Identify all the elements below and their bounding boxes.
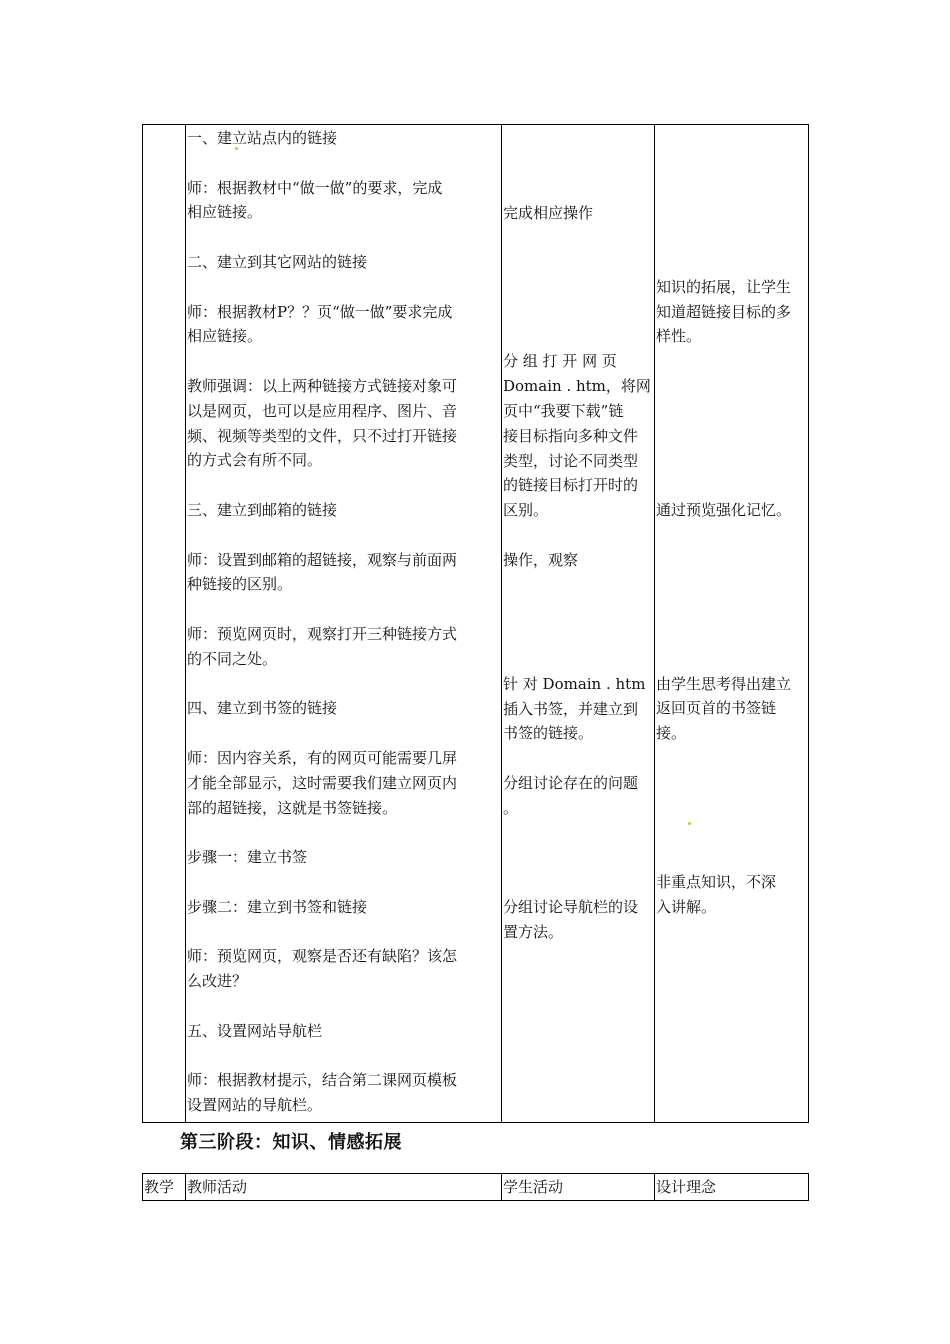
blank-line: [187, 151, 502, 176]
blank-line: [656, 200, 808, 225]
text-line: 入讲解。: [656, 897, 717, 916]
text-line: 接。: [656, 724, 687, 743]
text-line: 知识的拓展，让学生: [656, 277, 792, 296]
blank-line: [187, 920, 502, 945]
text-line: 通过预览强化记忆。: [656, 500, 792, 519]
blank-line: [656, 746, 808, 771]
text-line: 的方式会有所不同。: [187, 451, 323, 470]
header-teaching: 教学: [144, 1178, 175, 1196]
text-line: 完成相应操作: [503, 203, 594, 222]
blank-line: [503, 622, 655, 647]
blank-line: [503, 821, 655, 846]
text-line: Domain . htm，将网: [503, 377, 651, 396]
blank-line: [503, 275, 655, 300]
header-design-concept: 设计理念: [656, 1178, 717, 1196]
text-line: 么改进？: [187, 972, 248, 991]
teacher-activity-cell: [187, 126, 502, 1118]
text-line: 区别。: [503, 501, 549, 520]
text-line: 师：设置到邮箱的超链接，观察与前面两: [187, 550, 458, 569]
text-line: 操作，观察: [503, 550, 579, 569]
blank-line: [656, 424, 808, 449]
blank-line: [656, 548, 808, 573]
text-line: 非重点知识，不深: [656, 872, 777, 891]
scan-speck: [235, 147, 238, 150]
text-line: 二、建立到其它网站的链接: [187, 252, 368, 271]
text-line: 。: [503, 798, 519, 817]
blank-line: [187, 473, 502, 498]
blank-line: [656, 820, 808, 845]
blank-line: [187, 225, 502, 250]
text-line: 四、建立到书签的链接: [187, 699, 338, 718]
stage-three-title: 第三阶段：知识、情感拓展: [180, 1132, 402, 1153]
blank-line: [187, 275, 502, 300]
blank-line: [187, 721, 502, 746]
blank-line: [187, 672, 502, 697]
blank-line: [503, 151, 655, 176]
text-line: 师：根据教材提示，结合第二课网页模板: [187, 1071, 458, 1090]
text-line: 步骤二：建立到书签和链接: [187, 897, 368, 916]
text-line: 相应链接。: [187, 327, 263, 346]
text-line: 部的超链接，这就是书签链接。: [187, 798, 398, 817]
blank-line: [656, 250, 808, 275]
blank-line: [503, 870, 655, 895]
text-line: 置方法。: [503, 922, 564, 941]
blank-line: [187, 994, 502, 1019]
blank-line: [656, 622, 808, 647]
blank-line: [656, 126, 808, 151]
text-line: 教师强调：以上两种链接方式链接对象可: [187, 376, 458, 395]
text-line: 师：预览网页时，观察打开三种链接方式: [187, 624, 458, 643]
text-line: 师：根据教材中“做一做”的要求，完成: [187, 178, 443, 197]
blank-line: [187, 349, 502, 374]
blank-line: [503, 250, 655, 275]
header-student-activity: 学生活动: [503, 1178, 564, 1196]
text-line: 分组讨论导航栏的设: [503, 897, 639, 916]
blank-line: [656, 572, 808, 597]
header-teacher-activity: 教师活动: [187, 1178, 248, 1196]
text-line: 的链接目标打开时的: [503, 476, 639, 495]
text-line: 师：预览网页，观察是否还有缺陷？该怎: [187, 947, 458, 966]
text-line: 页中“我要下载”链: [503, 401, 624, 420]
column-divider: [654, 1174, 655, 1200]
text-line: 设置网站的导航栏。: [187, 1096, 323, 1115]
blank-line: [503, 325, 655, 350]
blank-line: [503, 176, 655, 201]
text-line: 针 对 Domain . htm: [503, 674, 646, 693]
blank-line: [187, 523, 502, 548]
text-line: 频、视频等类型的文件，只不过打开链接: [187, 426, 458, 445]
blank-line: [656, 374, 808, 399]
blank-line: [187, 1043, 502, 1068]
text-line: 类型，讨论不同类型: [503, 451, 639, 470]
blank-line: [656, 448, 808, 473]
blank-line: [187, 597, 502, 622]
blank-line: [187, 870, 502, 895]
text-line: 书签的链接。: [503, 724, 594, 743]
text-line: 以是网页，也可以是应用程序、图片、音: [187, 401, 458, 420]
blank-line: [503, 746, 655, 771]
text-line: 分 组 打 开 网 页: [503, 352, 617, 371]
blank-line: [656, 151, 808, 176]
text-line: 返回页首的书签链: [656, 699, 777, 718]
text-line: 五、设置网站导航栏: [187, 1021, 323, 1040]
scan-speck: [688, 822, 691, 825]
column-divider: [185, 1174, 186, 1200]
blank-line: [503, 845, 655, 870]
column-divider: [501, 1174, 502, 1200]
text-line: 接目标指向多种文件: [503, 426, 639, 445]
student-activity-cell: [503, 151, 655, 945]
blank-line: [503, 300, 655, 325]
text-line: 师：根据教材P？？页“做一做”要求完成: [187, 302, 453, 321]
blank-line: [503, 597, 655, 622]
text-line: 样性。: [656, 327, 702, 346]
blank-line: [503, 647, 655, 672]
blank-line: [187, 820, 502, 845]
design-concept-cell: [656, 126, 808, 920]
blank-line: [503, 225, 655, 250]
text-line: 才能全部显示，这时需要我们建立网页内: [187, 773, 458, 792]
text-line: 一、建立站点内的链接: [187, 129, 338, 147]
column-divider: [185, 125, 186, 1122]
blank-line: [656, 845, 808, 870]
text-line: 分组讨论存在的问题: [503, 773, 639, 792]
text-line: 三、建立到邮箱的链接: [187, 500, 338, 519]
text-line: 由学生思考得出建立: [656, 674, 792, 693]
blank-line: [656, 647, 808, 672]
text-line: 的不同之处。: [187, 649, 278, 668]
blank-line: [656, 399, 808, 424]
text-line: 种链接的区别。: [187, 575, 293, 594]
blank-line: [656, 176, 808, 201]
blank-line: [656, 473, 808, 498]
blank-line: [503, 573, 655, 598]
text-line: 步骤一：建立书签: [187, 848, 308, 867]
blank-line: [656, 523, 808, 548]
text-line: 插入书签，并建立到: [503, 699, 639, 718]
blank-line: [656, 597, 808, 622]
text-line: 知道超链接目标的多: [656, 302, 792, 321]
blank-line: [656, 225, 808, 250]
blank-line: [656, 796, 808, 821]
blank-line: [656, 349, 808, 374]
blank-line: [656, 771, 808, 796]
text-line: 师：因内容关系，有的网页可能需要几屏: [187, 748, 458, 767]
text-line: 相应链接。: [187, 203, 263, 222]
blank-line: [503, 523, 655, 548]
